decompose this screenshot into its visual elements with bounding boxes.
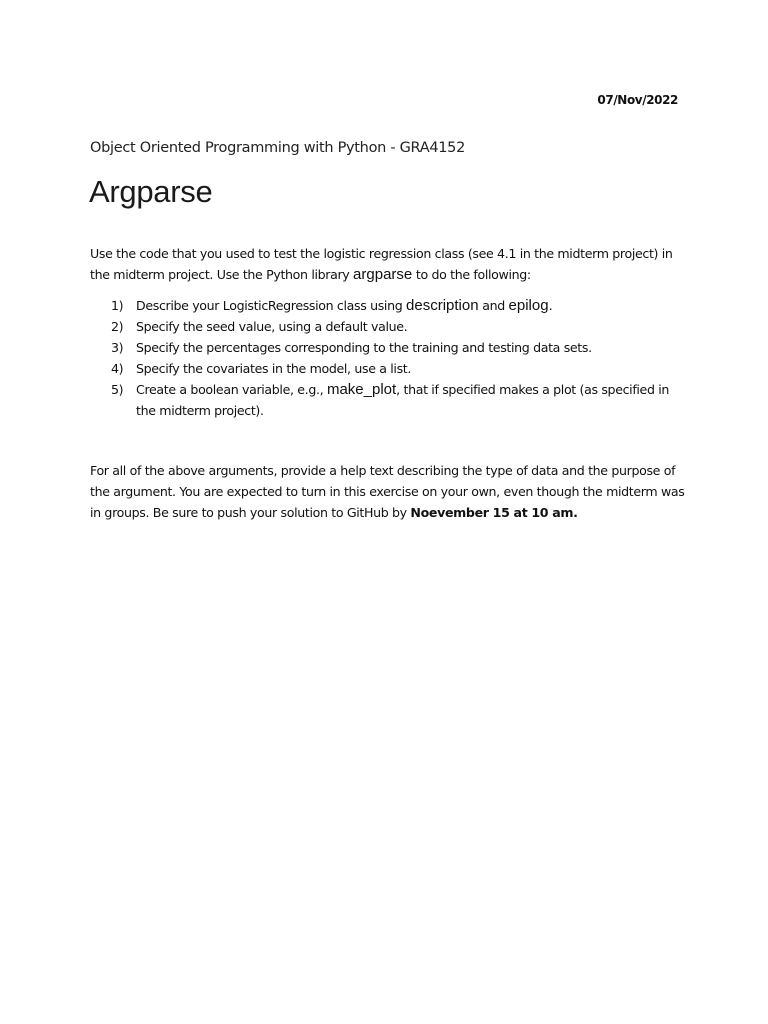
- task-1-text-middle: and: [478, 298, 509, 313]
- task-1-text-before: Describe your LogisticRegression class using: [136, 298, 407, 313]
- list-number: 4): [111, 361, 124, 376]
- task-4-text: Specify the covariates in the model, use a list.: [136, 361, 412, 376]
- task-list: [90, 295, 690, 421]
- list-item-4: [90, 358, 690, 379]
- argparse-code: argparse: [353, 266, 413, 283]
- list-number: 2): [111, 319, 124, 334]
- epilog-code: epilog: [508, 297, 549, 314]
- task-5-text-before: Create a boolean variable, e.g.,: [136, 382, 327, 397]
- list-number: 5): [111, 382, 124, 397]
- intro-paragraph: [90, 243, 690, 285]
- task-5-text-after: , that if specified makes a plot (as specified in the midterm project).: [136, 382, 670, 418]
- intro-text-part2: to do the following:: [412, 267, 531, 282]
- closing-paragraph: [90, 460, 690, 523]
- list-item-5: [90, 379, 690, 421]
- list-item-2: [90, 316, 690, 337]
- task-3-text: Specify the percentages corresponding to the training and testing data sets.: [136, 340, 592, 355]
- list-item-1: [90, 295, 690, 316]
- make-plot-code: make_plot: [326, 381, 397, 398]
- list-number: 1): [111, 298, 124, 313]
- deadline-text: Noevember 15 at 10 am.: [410, 505, 578, 520]
- task-2-text: Specify the seed value, using a default value.: [136, 319, 408, 334]
- list-item-3: [90, 337, 690, 358]
- course-heading: Object Oriented Programming with Python - GRA4152: [90, 140, 466, 156]
- intro-text-part1: Use the code that you used to test the logistic regression class (see 4.1 in the midterm project) in the midterm project. Use the Python library: [90, 246, 673, 282]
- list-number: 3): [111, 340, 124, 355]
- closing-text: For all of the above arguments, provide a help text describing the type of data and the purpose of the argument. You are expected to turn in this exercise on your own, even though the midterm was in groups. Be sure to push your solution to GitHub by: [90, 463, 685, 520]
- description-code: description: [406, 297, 479, 314]
- task-1-text-after: .: [548, 298, 553, 313]
- document-date: 07/Nov/2022: [597, 93, 678, 107]
- page-title: Argparse: [89, 174, 213, 209]
